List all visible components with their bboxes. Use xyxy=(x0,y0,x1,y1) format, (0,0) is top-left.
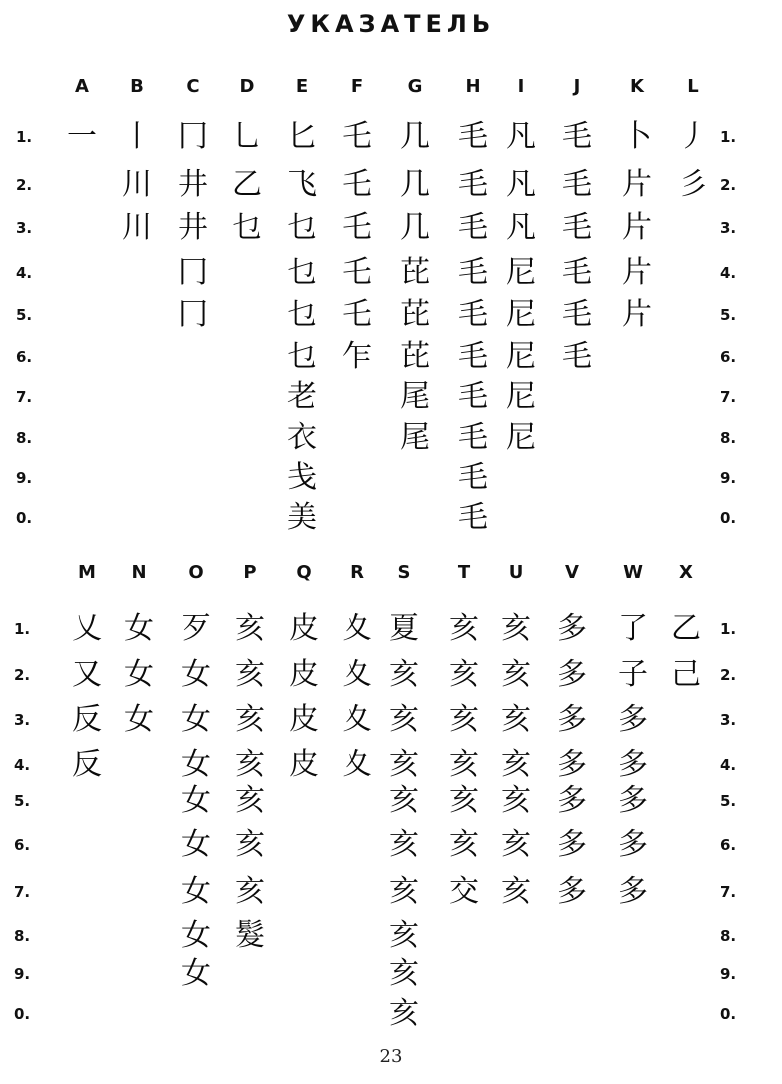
glyph-cell: 女 xyxy=(181,918,211,953)
glyph-cell: 亥 xyxy=(501,874,531,909)
column-letter: X xyxy=(679,562,693,583)
row-label-left: 8. xyxy=(14,927,31,945)
row-label-left: 7. xyxy=(16,388,33,406)
glyph-cell: 亥 xyxy=(389,874,419,909)
row-label-left: 5. xyxy=(16,306,33,324)
glyph-cell: 多 xyxy=(618,747,648,782)
glyph-cell: 多 xyxy=(557,611,587,646)
column-letter: P xyxy=(243,562,257,583)
glyph-cell: 匕 xyxy=(287,119,317,154)
glyph-cell: 亥 xyxy=(449,611,479,646)
glyph-cell: 己 xyxy=(671,657,701,692)
glyph-cell: 尼 xyxy=(506,297,536,332)
glyph-cell: 多 xyxy=(557,874,587,909)
glyph-cell: 夊 xyxy=(342,611,372,646)
glyph-cell: 亥 xyxy=(235,702,265,737)
glyph-cell: 尼 xyxy=(506,420,536,455)
glyph-cell: 亥 xyxy=(389,956,419,991)
row-label-right: 6. xyxy=(720,348,737,366)
glyph-cell: 子 xyxy=(618,657,648,692)
glyph-cell: 乙 xyxy=(671,611,701,646)
glyph-cell: 尾 xyxy=(400,379,430,414)
row-label-right: 0. xyxy=(720,1005,737,1023)
glyph-cell: 皮 xyxy=(289,657,319,692)
glyph-cell: 毛 xyxy=(562,297,592,332)
column-letter: D xyxy=(239,76,255,97)
glyph-cell: 凡 xyxy=(506,210,536,245)
glyph-cell: 亥 xyxy=(501,747,531,782)
glyph-cell: 尾 xyxy=(400,420,430,455)
row-label-left: 0. xyxy=(16,509,33,527)
glyph-cell: 亥 xyxy=(235,611,265,646)
glyph-cell: 片 xyxy=(622,255,652,290)
glyph-cell: 乙 xyxy=(232,167,262,202)
glyph-cell: 亥 xyxy=(449,747,479,782)
glyph-cell: 女 xyxy=(124,611,154,646)
row-label-right: 2. xyxy=(720,666,737,684)
glyph-cell: 几 xyxy=(400,210,430,245)
row-label-right: 1. xyxy=(720,128,737,146)
row-label-left: 5. xyxy=(14,792,31,810)
glyph-cell: 多 xyxy=(557,747,587,782)
glyph-cell: 多 xyxy=(618,702,648,737)
glyph-cell: 毛 xyxy=(562,255,592,290)
row-label-left: 9. xyxy=(14,965,31,983)
glyph-cell: 亥 xyxy=(235,747,265,782)
glyph-cell: 飞 xyxy=(287,167,317,202)
column-letter: C xyxy=(186,76,200,97)
glyph-cell: 女 xyxy=(124,702,154,737)
column-letter: W xyxy=(623,562,643,583)
glyph-cell: 乇 xyxy=(342,255,372,290)
column-letter: S xyxy=(397,562,411,583)
row-label-left: 3. xyxy=(14,711,31,729)
page-title: УКАЗАТЕЛЬ xyxy=(286,10,496,38)
glyph-cell: 毛 xyxy=(458,460,488,495)
glyph-cell: 了 xyxy=(618,611,648,646)
glyph-cell: 乜 xyxy=(232,210,262,245)
column-letter: J xyxy=(573,76,581,97)
glyph-cell: 芘 xyxy=(400,297,430,332)
column-letter: R xyxy=(350,562,364,583)
glyph-cell: 片 xyxy=(622,167,652,202)
row-label-left: 8. xyxy=(16,429,33,447)
column-letter: A xyxy=(75,76,89,97)
glyph-cell: 亥 xyxy=(235,874,265,909)
glyph-cell: 乜 xyxy=(287,297,317,332)
glyph-cell: 几 xyxy=(400,119,430,154)
glyph-cell: 夊 xyxy=(342,747,372,782)
glyph-cell: 亥 xyxy=(235,783,265,818)
glyph-cell: 毛 xyxy=(458,255,488,290)
column-letter: O xyxy=(188,562,204,583)
glyph-cell: 毛 xyxy=(458,210,488,245)
row-label-left: 3. xyxy=(16,219,33,237)
row-label-right: 9. xyxy=(720,965,737,983)
glyph-cell: 老 xyxy=(287,379,317,414)
glyph-cell: 亥 xyxy=(389,996,419,1031)
glyph-cell: 女 xyxy=(181,783,211,818)
glyph-cell: 夊 xyxy=(342,702,372,737)
glyph-cell: 毛 xyxy=(458,339,488,374)
glyph-cell: 交 xyxy=(449,874,479,909)
glyph-cell: 皮 xyxy=(289,747,319,782)
glyph-cell: 乇 xyxy=(342,297,372,332)
row-label-right: 5. xyxy=(720,306,737,324)
glyph-cell: 井 xyxy=(178,167,208,202)
glyph-cell: 亥 xyxy=(389,827,419,862)
glyph-cell: 女 xyxy=(181,827,211,862)
glyph-cell: 乂 xyxy=(72,611,102,646)
row-label-right: 8. xyxy=(720,429,737,447)
glyph-cell: 女 xyxy=(181,874,211,909)
row-label-left: 6. xyxy=(16,348,33,366)
glyph-cell: 多 xyxy=(618,827,648,862)
glyph-cell: 亥 xyxy=(501,827,531,862)
glyph-cell: 皮 xyxy=(289,702,319,737)
row-label-left: 4. xyxy=(16,264,33,282)
glyph-cell: 乜 xyxy=(287,255,317,290)
row-label-right: 9. xyxy=(720,469,737,487)
glyph-cell: 反 xyxy=(72,702,102,737)
glyph-cell: 凡 xyxy=(506,167,536,202)
row-label-right: 5. xyxy=(720,792,737,810)
row-label-left: 2. xyxy=(16,176,33,194)
glyph-cell: 髮 xyxy=(235,918,265,953)
column-letter: M xyxy=(78,562,96,583)
glyph-cell: 亥 xyxy=(235,827,265,862)
row-label-right: 1. xyxy=(720,620,737,638)
glyph-cell: 女 xyxy=(181,657,211,692)
glyph-cell: 丨 xyxy=(122,119,152,154)
glyph-cell: 亥 xyxy=(449,783,479,818)
glyph-cell: 亥 xyxy=(501,611,531,646)
glyph-cell: 亥 xyxy=(389,747,419,782)
glyph-cell: 多 xyxy=(557,657,587,692)
glyph-cell: 多 xyxy=(557,783,587,818)
column-letter: H xyxy=(465,76,481,97)
glyph-cell: 衣 xyxy=(287,420,317,455)
glyph-cell: 多 xyxy=(618,783,648,818)
glyph-cell: 井 xyxy=(178,210,208,245)
glyph-cell: 尼 xyxy=(506,379,536,414)
column-letter: T xyxy=(457,562,471,583)
glyph-cell: 亥 xyxy=(389,918,419,953)
glyph-cell: 乇 xyxy=(342,210,372,245)
glyph-cell: 乚 xyxy=(232,119,262,154)
glyph-cell: 歹 xyxy=(181,611,211,646)
glyph-cell: 冂 xyxy=(178,119,208,154)
glyph-cell: 卜 xyxy=(622,119,652,154)
glyph-cell: 一 xyxy=(67,119,97,154)
glyph-cell: 毛 xyxy=(458,379,488,414)
row-label-right: 0. xyxy=(720,509,737,527)
page-number: 23 xyxy=(379,1046,403,1067)
glyph-cell: 亥 xyxy=(501,657,531,692)
glyph-cell: 冂 xyxy=(178,297,208,332)
column-letter: G xyxy=(407,76,423,97)
row-label-left: 1. xyxy=(16,128,33,146)
glyph-cell: 亥 xyxy=(449,657,479,692)
glyph-cell: 亥 xyxy=(389,783,419,818)
row-label-right: 4. xyxy=(720,756,737,774)
glyph-cell: 乜 xyxy=(287,210,317,245)
glyph-cell: 几 xyxy=(400,167,430,202)
glyph-cell: 亥 xyxy=(501,783,531,818)
column-letter: I xyxy=(517,76,525,97)
column-letter: F xyxy=(350,76,364,97)
glyph-cell: 夏 xyxy=(389,611,419,646)
glyph-cell: 反 xyxy=(72,747,102,782)
glyph-cell: 乇 xyxy=(342,119,372,154)
glyph-cell: 女 xyxy=(124,657,154,692)
glyph-cell: 美 xyxy=(287,500,317,535)
glyph-cell: 芘 xyxy=(400,255,430,290)
glyph-cell: 皮 xyxy=(289,611,319,646)
row-label-right: 7. xyxy=(720,883,737,901)
glyph-cell: 尼 xyxy=(506,255,536,290)
glyph-cell: 川 xyxy=(122,167,152,202)
glyph-cell: 多 xyxy=(557,827,587,862)
column-letter: B xyxy=(130,76,144,97)
glyph-cell: 毛 xyxy=(458,420,488,455)
glyph-cell: 女 xyxy=(181,956,211,991)
row-label-right: 3. xyxy=(720,219,737,237)
row-label-left: 4. xyxy=(14,756,31,774)
glyph-cell: 亥 xyxy=(449,827,479,862)
column-letter: L xyxy=(687,76,699,97)
glyph-cell: 亥 xyxy=(235,657,265,692)
glyph-cell: 亥 xyxy=(389,657,419,692)
glyph-cell: 毛 xyxy=(562,210,592,245)
row-label-right: 2. xyxy=(720,176,737,194)
glyph-cell: 戋 xyxy=(287,460,317,495)
row-label-left: 2. xyxy=(14,666,31,684)
column-letter: E xyxy=(295,76,309,97)
glyph-cell: 川 xyxy=(122,210,152,245)
glyph-cell: 丿 xyxy=(678,119,708,154)
glyph-cell: 毛 xyxy=(562,339,592,374)
glyph-cell: 又 xyxy=(72,657,102,692)
column-letter: N xyxy=(131,562,147,583)
glyph-cell: 毛 xyxy=(562,167,592,202)
row-label-right: 7. xyxy=(720,388,737,406)
glyph-cell: 片 xyxy=(622,297,652,332)
glyph-cell: 女 xyxy=(181,702,211,737)
glyph-cell: 毛 xyxy=(458,167,488,202)
glyph-cell: 乇 xyxy=(342,167,372,202)
glyph-cell: 片 xyxy=(622,210,652,245)
glyph-cell: 尼 xyxy=(506,339,536,374)
glyph-cell: 毛 xyxy=(458,297,488,332)
glyph-cell: 乍 xyxy=(342,339,372,374)
glyph-cell: 多 xyxy=(618,874,648,909)
column-letter: V xyxy=(565,562,579,583)
column-letter: Q xyxy=(296,562,312,583)
glyph-cell: 彡 xyxy=(678,167,708,202)
glyph-cell: 乜 xyxy=(287,339,317,374)
glyph-cell: 亥 xyxy=(501,702,531,737)
row-label-left: 6. xyxy=(14,836,31,854)
row-label-right: 6. xyxy=(720,836,737,854)
glyph-cell: 凡 xyxy=(506,119,536,154)
glyph-cell: 芘 xyxy=(400,339,430,374)
row-label-left: 9. xyxy=(16,469,33,487)
column-letter: K xyxy=(630,76,644,97)
glyph-cell: 冂 xyxy=(178,255,208,290)
row-label-left: 7. xyxy=(14,883,31,901)
column-letter: U xyxy=(508,562,524,583)
glyph-cell: 女 xyxy=(181,747,211,782)
glyph-cell: 亥 xyxy=(389,702,419,737)
row-label-right: 3. xyxy=(720,711,737,729)
glyph-cell: 夊 xyxy=(342,657,372,692)
row-label-right: 4. xyxy=(720,264,737,282)
row-label-right: 8. xyxy=(720,927,737,945)
glyph-cell: 亥 xyxy=(449,702,479,737)
row-label-left: 1. xyxy=(14,620,31,638)
glyph-cell: 毛 xyxy=(458,500,488,535)
glyph-cell: 多 xyxy=(557,702,587,737)
row-label-left: 0. xyxy=(14,1005,31,1023)
glyph-cell: 毛 xyxy=(458,119,488,154)
glyph-cell: 毛 xyxy=(562,119,592,154)
